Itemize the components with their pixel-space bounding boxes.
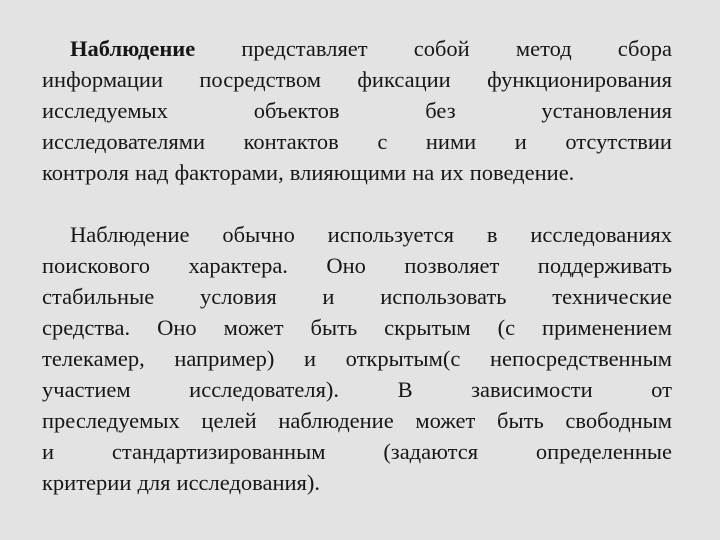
word: В (397, 377, 413, 402)
word: поведение. (469, 160, 575, 185)
word: исследования). (176, 470, 321, 495)
word: может (415, 408, 476, 433)
text-line (42, 436, 672, 467)
word: технические (552, 284, 672, 309)
word: функционирования (487, 67, 672, 92)
word: зависимости (471, 377, 593, 402)
word: фиксации (357, 67, 451, 92)
word: используется (327, 222, 454, 247)
word: быть (310, 315, 358, 340)
word: собой (413, 36, 470, 61)
word: быть (497, 408, 544, 433)
word: и (322, 284, 335, 309)
word: характера. (188, 253, 288, 278)
text-line (42, 374, 672, 405)
word: информации (42, 67, 164, 92)
word: позволяет (404, 253, 500, 278)
word: в (486, 222, 498, 247)
word: над (135, 160, 169, 185)
text-line (42, 281, 672, 312)
text-line (42, 157, 672, 188)
word: (с (497, 315, 516, 340)
word: стандартизированным (111, 439, 326, 464)
word: средства. (42, 315, 131, 340)
text-line (42, 64, 672, 95)
word: непосредственным (490, 346, 672, 371)
word: метод (515, 36, 572, 61)
word: использовать (380, 284, 507, 309)
word: условия (199, 284, 277, 309)
text-line (42, 219, 672, 250)
word: факторами, (174, 160, 284, 185)
word: с (377, 129, 388, 154)
word: от (651, 377, 672, 402)
word: отсутствии (565, 129, 672, 154)
word: участием (42, 377, 131, 402)
word: свободным (565, 408, 672, 433)
word: без (425, 98, 456, 123)
word: их (440, 160, 464, 185)
word: наблюдение (278, 408, 394, 433)
word: для (137, 470, 171, 495)
word: например) (174, 346, 275, 371)
word: контактов (243, 129, 339, 154)
word: Оно (326, 253, 366, 278)
text-line (42, 33, 672, 64)
word: установления (541, 98, 672, 123)
word: контроля (42, 160, 129, 185)
word: поискового (42, 253, 150, 278)
term-bold: Наблюдение (70, 36, 196, 61)
word: ними (425, 129, 477, 154)
word: исследуемых (42, 98, 168, 123)
word: объектов (253, 98, 340, 123)
text-line (42, 250, 672, 281)
word: открытым(с (345, 346, 461, 371)
word: сбора (617, 36, 672, 61)
word: исследователя). (189, 377, 340, 402)
text-line (42, 405, 672, 436)
text-line (42, 126, 672, 157)
word: стабильные (42, 284, 155, 309)
word: и (42, 439, 55, 464)
word: определенные (535, 439, 672, 464)
word: (задаются (383, 439, 479, 464)
word: поддерживать (537, 253, 672, 278)
word: Оно (157, 315, 197, 340)
text-line (42, 312, 672, 343)
word: преследуемых (42, 408, 180, 433)
word: и (303, 346, 317, 371)
word: Наблюдение (70, 222, 190, 247)
word: целей (201, 408, 257, 433)
paragraph-observation-definition (42, 33, 672, 188)
word: исследователями (42, 129, 206, 154)
text-line (42, 467, 672, 498)
word: исследованиях (530, 222, 672, 247)
text-line (42, 343, 672, 374)
word: обычно (222, 222, 295, 247)
word: на (412, 160, 435, 185)
word: скрытым (384, 315, 471, 340)
word: влияющими (289, 160, 407, 185)
text-line (42, 95, 672, 126)
word: применением (542, 315, 672, 340)
word: критерии (42, 470, 132, 495)
word: может (223, 315, 284, 340)
word: телекамер, (42, 346, 145, 371)
word: посредством (199, 67, 321, 92)
word: и (514, 129, 527, 154)
paragraph-observation-usage (42, 219, 672, 498)
word: представляет (241, 36, 368, 61)
